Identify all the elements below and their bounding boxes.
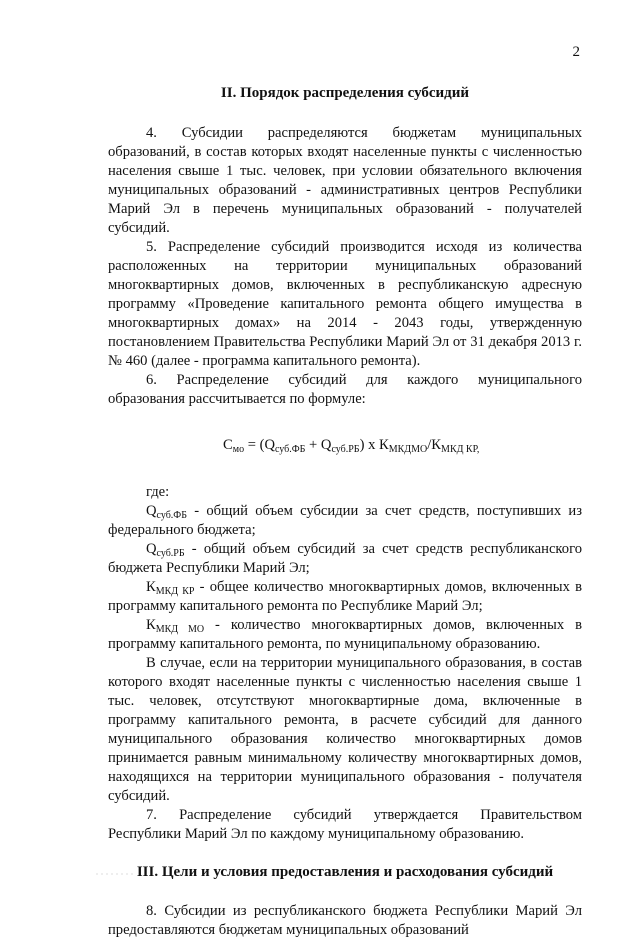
paragraph-6: 6. Распределение субсидий для каждого муниципального образования рассчитывается по формуле: [108,372,582,407]
where-label: где: [146,484,170,500]
definition-q-rb: $Q_{суб.РБ}$ - общий объем субсидий за счет средств республиканского бюджета Республики Марий Эл; [108,541,582,576]
paragraph-7: 7. Распределение субсидий утверждается Правительством Республики Марий Эл по каждому муниципальному образованию. [108,807,582,842]
scan-artifact [96,870,136,878]
definition-k-kr: $К_{МКД КР}$ - общее количество многоквартирных домов, включенных в программу капитального ремонта по Республике Марий Эл; [108,579,582,614]
distribution-formula: $С_{мо} = (Q_{суб.ФБ} + Q_{суб.РБ})$ x $К_{МКДМО}/К_{МКД КР,}$ [223,437,480,455]
definition-k-mo: $К_{МКД МО}$ - количество многоквартирных домов, включенных в программу капитального ремонта, по муниципальному образованию. [108,617,582,652]
page-number: 2 [572,44,580,60]
section-2-heading: II. Порядок распределения субсидий [220,85,470,101]
paragraph-4: 4. Субсидии распределяются бюджетам муниципальных образований, в состав которых входят населенные пункты с численностью населения свыше 1 тыс. человек, при условии обязательного включения муниципальных образований - административных центров Республики Марий Эл в перечень муниципальных образований - получателей субсидий. [108,125,582,236]
paragraph-case: В случае, если на территории муниципального образования, в состав которого входят населенные пункты с численностью населения свыше 1 тыс. человек, отсутствуют многоквартирные дома, включенные в программу капитального ремонта, в расчете субсидий для данного муниципального образования количество многоквартирных домов принимается равным минимальному количеству многоквартирных домов, находящихся на территории муниципального образования - получателя субсидий. [108,655,582,804]
paragraph-8: 8. Субсидии из республиканского бюджета Республики Марий Эл предоставляются бюджетам муниципальных образований [108,903,582,938]
document-body [108,84,582,940]
paragraph-5: 5. Распределение субсидий производится исходя из количества расположенных на территории муниципальных образований многоквартирных домов, включенных в республиканскую адресную программу «Проведение капитального ремонта общего имущества в многоквартирных домах» на 2014 - 2043 годы, утвержденную постановлением Правительства Республики Марий Эл от 31 декабря 2013 г. № 460 (далее - программа капитального ремонта). [108,239,582,369]
definition-q-fb: $Q_{суб.ФБ}$ - общий объем субсидии за счет средств, поступивших из федерального бюджета; [108,503,582,538]
section-3-heading: III. Цели и условия предоставления и расходования субсидий [136,864,554,880]
